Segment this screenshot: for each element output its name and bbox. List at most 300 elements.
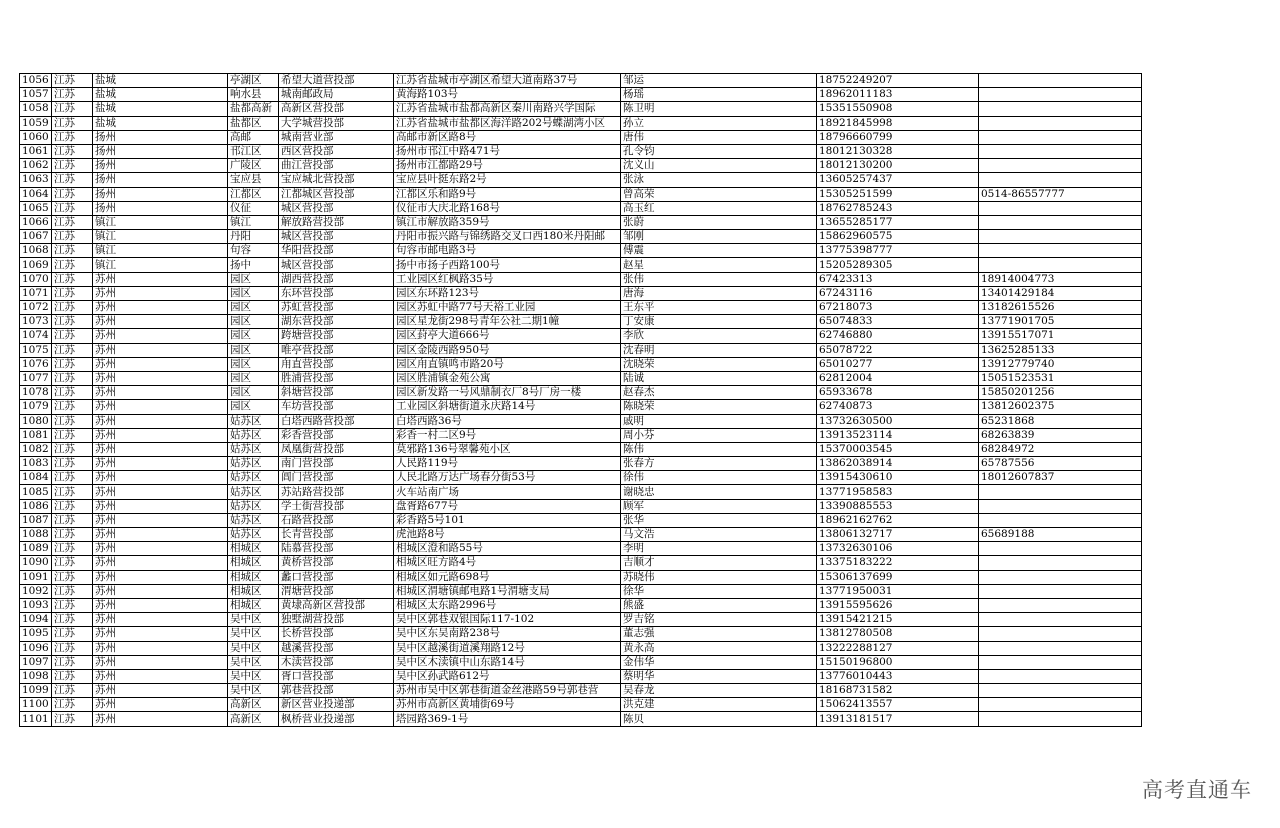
extra-phone-cell xyxy=(979,130,1142,144)
row-number-cell: 1057 xyxy=(20,88,52,102)
phone-cell: 18752249207 xyxy=(817,74,979,88)
district-cell: 园区 xyxy=(228,286,279,300)
watermark-text: 高考直通车 xyxy=(1142,778,1252,802)
city-cell: 扬州 xyxy=(93,130,228,144)
branch-name-cell: 高新区营投部 xyxy=(279,102,394,116)
row-number-cell: 1083 xyxy=(20,457,52,471)
city-cell: 扬州 xyxy=(93,173,228,187)
city-cell: 盐城 xyxy=(93,102,228,116)
phone-cell: 18921845998 xyxy=(817,116,979,130)
city-cell: 苏州 xyxy=(93,471,228,485)
row-number-cell: 1084 xyxy=(20,471,52,485)
phone-cell: 65933678 xyxy=(817,386,979,400)
table-row xyxy=(20,230,1142,244)
table-row xyxy=(20,428,1142,442)
contact-name-cell: 罗吉铭 xyxy=(621,613,817,627)
phone-cell: 15370003545 xyxy=(817,442,979,456)
province-cell: 江苏 xyxy=(52,613,93,627)
city-cell: 苏州 xyxy=(93,329,228,343)
table-row xyxy=(20,102,1142,116)
province-cell: 江苏 xyxy=(52,528,93,542)
phone-cell: 13913523114 xyxy=(817,428,979,442)
phone-cell: 13771950031 xyxy=(817,584,979,598)
row-number-cell: 1069 xyxy=(20,258,52,272)
address-cell: 工业园区斜塘街道永庆路14号 xyxy=(394,400,621,414)
extra-phone-cell xyxy=(979,641,1142,655)
address-cell: 江苏省盐城市盐都高新区秦川南路兴学国际 xyxy=(394,102,621,116)
extra-phone-cell xyxy=(979,173,1142,187)
province-cell: 江苏 xyxy=(52,542,93,556)
address-cell: 苏州市吴中区郭巷街道金丝港路59号郭巷营 xyxy=(394,684,621,698)
province-cell: 江苏 xyxy=(52,471,93,485)
city-cell: 苏州 xyxy=(93,698,228,712)
row-number-cell: 1091 xyxy=(20,570,52,584)
contact-name-cell: 沈晓荣 xyxy=(621,357,817,371)
phone-cell: 13390885553 xyxy=(817,499,979,513)
table-row xyxy=(20,215,1142,229)
phone-cell: 62812004 xyxy=(817,371,979,385)
table-row xyxy=(20,499,1142,513)
table-row xyxy=(20,244,1142,258)
table-row xyxy=(20,173,1142,187)
extra-phone-cell xyxy=(979,584,1142,598)
phone-cell: 67243116 xyxy=(817,286,979,300)
contact-name-cell: 唐海 xyxy=(621,286,817,300)
phone-cell: 13776010443 xyxy=(817,669,979,683)
table-row xyxy=(20,371,1142,385)
branch-name-cell: 蠡口营投部 xyxy=(279,570,394,584)
contact-name-cell: 丁安康 xyxy=(621,315,817,329)
city-cell: 苏州 xyxy=(93,414,228,428)
province-cell: 江苏 xyxy=(52,556,93,570)
extra-phone-cell xyxy=(979,513,1142,527)
address-cell: 人民北路万达广场春分街53号 xyxy=(394,471,621,485)
city-cell: 盐城 xyxy=(93,88,228,102)
address-cell: 句容市邮电路3号 xyxy=(394,244,621,258)
address-cell: 园区葑亭大道666号 xyxy=(394,329,621,343)
branch-name-cell: 苏站路营投部 xyxy=(279,485,394,499)
province-cell: 江苏 xyxy=(52,159,93,173)
phone-cell: 13915430610 xyxy=(817,471,979,485)
branch-name-cell: 凤凰街营投部 xyxy=(279,442,394,456)
contact-name-cell: 李明 xyxy=(621,542,817,556)
district-cell: 邗江区 xyxy=(228,144,279,158)
phone-cell: 15205289305 xyxy=(817,258,979,272)
contact-name-cell: 苏晓伟 xyxy=(621,570,817,584)
extra-phone-cell xyxy=(979,712,1142,726)
row-number-cell: 1074 xyxy=(20,329,52,343)
phone-cell: 65074833 xyxy=(817,315,979,329)
row-number-cell: 1064 xyxy=(20,187,52,201)
contact-name-cell: 吴春龙 xyxy=(621,684,817,698)
district-cell: 园区 xyxy=(228,386,279,400)
city-cell: 苏州 xyxy=(93,613,228,627)
extra-phone-cell xyxy=(979,556,1142,570)
table-row xyxy=(20,542,1142,556)
extra-phone-cell: 18012607837 xyxy=(979,471,1142,485)
district-cell: 扬中 xyxy=(228,258,279,272)
province-cell: 江苏 xyxy=(52,485,93,499)
province-cell: 江苏 xyxy=(52,598,93,612)
table-body xyxy=(20,74,1142,727)
district-cell: 园区 xyxy=(228,371,279,385)
city-cell: 苏州 xyxy=(93,428,228,442)
city-cell: 苏州 xyxy=(93,513,228,527)
city-cell: 苏州 xyxy=(93,542,228,556)
extra-phone-cell xyxy=(979,627,1142,641)
province-cell: 江苏 xyxy=(52,712,93,726)
row-number-cell: 1072 xyxy=(20,301,52,315)
city-cell: 苏州 xyxy=(93,357,228,371)
province-cell: 江苏 xyxy=(52,641,93,655)
address-cell: 园区东环路123号 xyxy=(394,286,621,300)
row-number-cell: 1087 xyxy=(20,513,52,527)
contact-name-cell: 董志强 xyxy=(621,627,817,641)
city-cell: 扬州 xyxy=(93,159,228,173)
extra-phone-cell: 13771901705 xyxy=(979,315,1142,329)
district-cell: 园区 xyxy=(228,329,279,343)
table-row xyxy=(20,698,1142,712)
row-number-cell: 1086 xyxy=(20,499,52,513)
contact-name-cell: 蔡明华 xyxy=(621,669,817,683)
address-cell: 相城区如元路698号 xyxy=(394,570,621,584)
city-cell: 苏州 xyxy=(93,499,228,513)
contact-name-cell: 陈贝 xyxy=(621,712,817,726)
district-cell: 相城区 xyxy=(228,556,279,570)
address-cell: 园区星龙街298号青年公社二期1幢 xyxy=(394,315,621,329)
row-number-cell: 1063 xyxy=(20,173,52,187)
province-cell: 江苏 xyxy=(52,442,93,456)
province-cell: 江苏 xyxy=(52,230,93,244)
extra-phone-cell xyxy=(979,698,1142,712)
branch-name-cell: 长青营投部 xyxy=(279,528,394,542)
contact-name-cell: 陈晓荣 xyxy=(621,400,817,414)
district-cell: 亭湖区 xyxy=(228,74,279,88)
branch-name-cell: 渭塘营投部 xyxy=(279,584,394,598)
table-row xyxy=(20,513,1142,527)
extra-phone-cell xyxy=(979,598,1142,612)
branch-name-cell: 石路营投部 xyxy=(279,513,394,527)
contact-name-cell: 孔令钧 xyxy=(621,144,817,158)
branch-name-cell: 唯亭营投部 xyxy=(279,343,394,357)
province-cell: 江苏 xyxy=(52,329,93,343)
table-row xyxy=(20,442,1142,456)
phone-cell: 18012130200 xyxy=(817,159,979,173)
contact-name-cell: 傅震 xyxy=(621,244,817,258)
district-cell: 姑苏区 xyxy=(228,457,279,471)
city-cell: 镇江 xyxy=(93,215,228,229)
table-row xyxy=(20,329,1142,343)
district-cell: 园区 xyxy=(228,400,279,414)
extra-phone-cell: 65787556 xyxy=(979,457,1142,471)
phone-cell: 13812780508 xyxy=(817,627,979,641)
address-cell: 相城区太东路2996号 xyxy=(394,598,621,612)
city-cell: 苏州 xyxy=(93,655,228,669)
province-cell: 江苏 xyxy=(52,315,93,329)
branch-name-cell: 城区营投部 xyxy=(279,258,394,272)
district-cell: 广陵区 xyxy=(228,159,279,173)
branch-name-cell: 解放路营投部 xyxy=(279,215,394,229)
province-cell: 江苏 xyxy=(52,144,93,158)
table-row xyxy=(20,315,1142,329)
table-row xyxy=(20,457,1142,471)
phone-cell: 67218073 xyxy=(817,301,979,315)
city-cell: 苏州 xyxy=(93,598,228,612)
extra-phone-cell xyxy=(979,102,1142,116)
table-row xyxy=(20,627,1142,641)
contact-name-cell: 王东平 xyxy=(621,301,817,315)
phone-cell: 67423313 xyxy=(817,272,979,286)
phone-cell: 13732630106 xyxy=(817,542,979,556)
city-cell: 苏州 xyxy=(93,301,228,315)
contact-name-cell: 戚明 xyxy=(621,414,817,428)
row-number-cell: 1092 xyxy=(20,584,52,598)
branch-name-cell: 南门营投部 xyxy=(279,457,394,471)
table-row xyxy=(20,258,1142,272)
extra-phone-cell: 65689188 xyxy=(979,528,1142,542)
phone-cell: 13605257437 xyxy=(817,173,979,187)
city-cell: 扬州 xyxy=(93,144,228,158)
branch-name-cell: 郭巷营投部 xyxy=(279,684,394,698)
phone-cell: 15306137699 xyxy=(817,570,979,584)
row-number-cell: 1093 xyxy=(20,598,52,612)
table-row xyxy=(20,88,1142,102)
extra-phone-cell: 13182615526 xyxy=(979,301,1142,315)
province-cell: 江苏 xyxy=(52,343,93,357)
city-cell: 苏州 xyxy=(93,627,228,641)
address-cell: 彩香一村二区9号 xyxy=(394,428,621,442)
contact-name-cell: 邹运 xyxy=(621,74,817,88)
contact-name-cell: 赵星 xyxy=(621,258,817,272)
table-row xyxy=(20,74,1142,88)
address-cell: 宝应县叶挺东路2号 xyxy=(394,173,621,187)
province-cell: 江苏 xyxy=(52,570,93,584)
contact-name-cell: 陈伟 xyxy=(621,442,817,456)
province-cell: 江苏 xyxy=(52,201,93,215)
city-cell: 镇江 xyxy=(93,244,228,258)
address-cell: 人民路119号 xyxy=(394,457,621,471)
province-cell: 江苏 xyxy=(52,74,93,88)
branch-name-cell: 希望大道营投部 xyxy=(279,74,394,88)
district-cell: 园区 xyxy=(228,301,279,315)
city-cell: 苏州 xyxy=(93,584,228,598)
branch-name-cell: 黄桥营投部 xyxy=(279,556,394,570)
extra-phone-cell: 0514-86557777 xyxy=(979,187,1142,201)
city-cell: 苏州 xyxy=(93,485,228,499)
extra-phone-cell xyxy=(979,74,1142,88)
branch-name-cell: 曲江营投部 xyxy=(279,159,394,173)
city-cell: 苏州 xyxy=(93,272,228,286)
row-number-cell: 1071 xyxy=(20,286,52,300)
row-number-cell: 1060 xyxy=(20,130,52,144)
city-cell: 苏州 xyxy=(93,684,228,698)
row-number-cell: 1085 xyxy=(20,485,52,499)
table-row xyxy=(20,584,1142,598)
address-cell: 吴中区越溪街道溪翔路12号 xyxy=(394,641,621,655)
province-cell: 江苏 xyxy=(52,655,93,669)
city-cell: 苏州 xyxy=(93,286,228,300)
province-cell: 江苏 xyxy=(52,428,93,442)
phone-cell: 18962162762 xyxy=(817,513,979,527)
phone-cell: 13375183222 xyxy=(817,556,979,570)
table-row xyxy=(20,301,1142,315)
province-cell: 江苏 xyxy=(52,272,93,286)
city-cell: 盐城 xyxy=(93,74,228,88)
row-number-cell: 1095 xyxy=(20,627,52,641)
address-cell: 江都区乐和路9号 xyxy=(394,187,621,201)
row-number-cell: 1062 xyxy=(20,159,52,173)
extra-phone-cell: 13915517071 xyxy=(979,329,1142,343)
branch-name-cell: 城区营投部 xyxy=(279,201,394,215)
table-row xyxy=(20,471,1142,485)
district-cell: 园区 xyxy=(228,315,279,329)
phone-cell: 13655285177 xyxy=(817,215,979,229)
extra-phone-cell xyxy=(979,144,1142,158)
row-number-cell: 1097 xyxy=(20,655,52,669)
row-number-cell: 1076 xyxy=(20,357,52,371)
branch-name-cell: 车坊营投部 xyxy=(279,400,394,414)
address-cell: 园区金陵西路950号 xyxy=(394,343,621,357)
branch-name-cell: 长桥营投部 xyxy=(279,627,394,641)
address-cell: 虎池路8号 xyxy=(394,528,621,542)
city-cell: 苏州 xyxy=(93,400,228,414)
branch-name-cell: 宝应城北营投部 xyxy=(279,173,394,187)
phone-cell: 13222288127 xyxy=(817,641,979,655)
row-number-cell: 1082 xyxy=(20,442,52,456)
district-cell: 姑苏区 xyxy=(228,485,279,499)
district-cell: 丹阳 xyxy=(228,230,279,244)
phone-cell: 13775398777 xyxy=(817,244,979,258)
district-cell: 镇江 xyxy=(228,215,279,229)
extra-phone-cell xyxy=(979,258,1142,272)
row-number-cell: 1096 xyxy=(20,641,52,655)
table-row xyxy=(20,641,1142,655)
district-cell: 仪征 xyxy=(228,201,279,215)
branch-name-cell: 湖东营投部 xyxy=(279,315,394,329)
branch-name-cell: 西区营投部 xyxy=(279,144,394,158)
row-number-cell: 1077 xyxy=(20,371,52,385)
phone-cell: 15062413557 xyxy=(817,698,979,712)
extra-phone-cell xyxy=(979,542,1142,556)
table-row xyxy=(20,116,1142,130)
city-cell: 扬州 xyxy=(93,201,228,215)
city-cell: 扬州 xyxy=(93,187,228,201)
city-cell: 苏州 xyxy=(93,457,228,471)
address-cell: 扬州市邗江中路471号 xyxy=(394,144,621,158)
contact-name-cell: 金伟华 xyxy=(621,655,817,669)
table-row xyxy=(20,528,1142,542)
row-number-cell: 1099 xyxy=(20,684,52,698)
extra-phone-cell: 65231868 xyxy=(979,414,1142,428)
address-cell: 仪征市大庆北路168号 xyxy=(394,201,621,215)
contact-name-cell: 张泳 xyxy=(621,173,817,187)
branch-name-cell: 彩香营投部 xyxy=(279,428,394,442)
table-row xyxy=(20,669,1142,683)
branch-name-cell: 苏虹营投部 xyxy=(279,301,394,315)
table-row xyxy=(20,712,1142,726)
extra-phone-cell xyxy=(979,499,1142,513)
row-number-cell: 1094 xyxy=(20,613,52,627)
phone-cell: 13771958583 xyxy=(817,485,979,499)
table-row xyxy=(20,386,1142,400)
address-cell: 高邮市新区路8号 xyxy=(394,130,621,144)
branch-name-cell: 木渎营投部 xyxy=(279,655,394,669)
contact-name-cell: 徐伟 xyxy=(621,471,817,485)
district-cell: 吴中区 xyxy=(228,613,279,627)
city-cell: 镇江 xyxy=(93,230,228,244)
row-number-cell: 1073 xyxy=(20,315,52,329)
table-row xyxy=(20,201,1142,215)
phone-cell: 15150196800 xyxy=(817,655,979,669)
district-cell: 园区 xyxy=(228,343,279,357)
address-cell: 相城区澄和路55号 xyxy=(394,542,621,556)
table-row xyxy=(20,144,1142,158)
province-cell: 江苏 xyxy=(52,88,93,102)
phone-cell: 15862960575 xyxy=(817,230,979,244)
contact-name-cell: 黄永高 xyxy=(621,641,817,655)
branch-name-cell: 江都城区营投部 xyxy=(279,187,394,201)
contact-name-cell: 周小芬 xyxy=(621,428,817,442)
district-cell: 园区 xyxy=(228,357,279,371)
city-cell: 苏州 xyxy=(93,343,228,357)
phone-cell: 18962011183 xyxy=(817,88,979,102)
branch-name-cell: 白塔西路营投部 xyxy=(279,414,394,428)
province-cell: 江苏 xyxy=(52,286,93,300)
city-cell: 盐城 xyxy=(93,116,228,130)
contact-name-cell: 张蔚 xyxy=(621,215,817,229)
table-row xyxy=(20,343,1142,357)
table-row xyxy=(20,556,1142,570)
city-cell: 苏州 xyxy=(93,371,228,385)
extra-phone-cell: 13625285133 xyxy=(979,343,1142,357)
province-cell: 江苏 xyxy=(52,244,93,258)
row-number-cell: 1058 xyxy=(20,102,52,116)
table-row xyxy=(20,400,1142,414)
province-cell: 江苏 xyxy=(52,173,93,187)
province-cell: 江苏 xyxy=(52,116,93,130)
extra-phone-cell xyxy=(979,570,1142,584)
province-cell: 江苏 xyxy=(52,130,93,144)
province-cell: 江苏 xyxy=(52,400,93,414)
phone-cell: 13732630500 xyxy=(817,414,979,428)
district-cell: 吴中区 xyxy=(228,641,279,655)
branch-name-cell: 阊门营投部 xyxy=(279,471,394,485)
contact-name-cell: 顾军 xyxy=(621,499,817,513)
branch-name-cell: 黄埭高新区营投部 xyxy=(279,598,394,612)
address-cell: 镇江市解放路359号 xyxy=(394,215,621,229)
address-cell: 白塔西路36号 xyxy=(394,414,621,428)
province-cell: 江苏 xyxy=(52,684,93,698)
contact-name-cell: 高玉红 xyxy=(621,201,817,215)
district-cell: 相城区 xyxy=(228,570,279,584)
table-row xyxy=(20,684,1142,698)
address-cell: 彩香路5号101 xyxy=(394,513,621,527)
city-cell: 镇江 xyxy=(93,258,228,272)
extra-phone-cell: 13812602375 xyxy=(979,400,1142,414)
address-cell: 吴中区孙武路612号 xyxy=(394,669,621,683)
city-cell: 苏州 xyxy=(93,669,228,683)
phone-cell: 18168731582 xyxy=(817,684,979,698)
contact-name-cell: 沈春明 xyxy=(621,343,817,357)
branch-name-cell: 城区营投部 xyxy=(279,230,394,244)
table-row xyxy=(20,272,1142,286)
province-cell: 江苏 xyxy=(52,414,93,428)
phone-cell: 18762785243 xyxy=(817,201,979,215)
row-number-cell: 1061 xyxy=(20,144,52,158)
province-cell: 江苏 xyxy=(52,102,93,116)
table-row xyxy=(20,414,1142,428)
contact-name-cell: 曾高荣 xyxy=(621,187,817,201)
